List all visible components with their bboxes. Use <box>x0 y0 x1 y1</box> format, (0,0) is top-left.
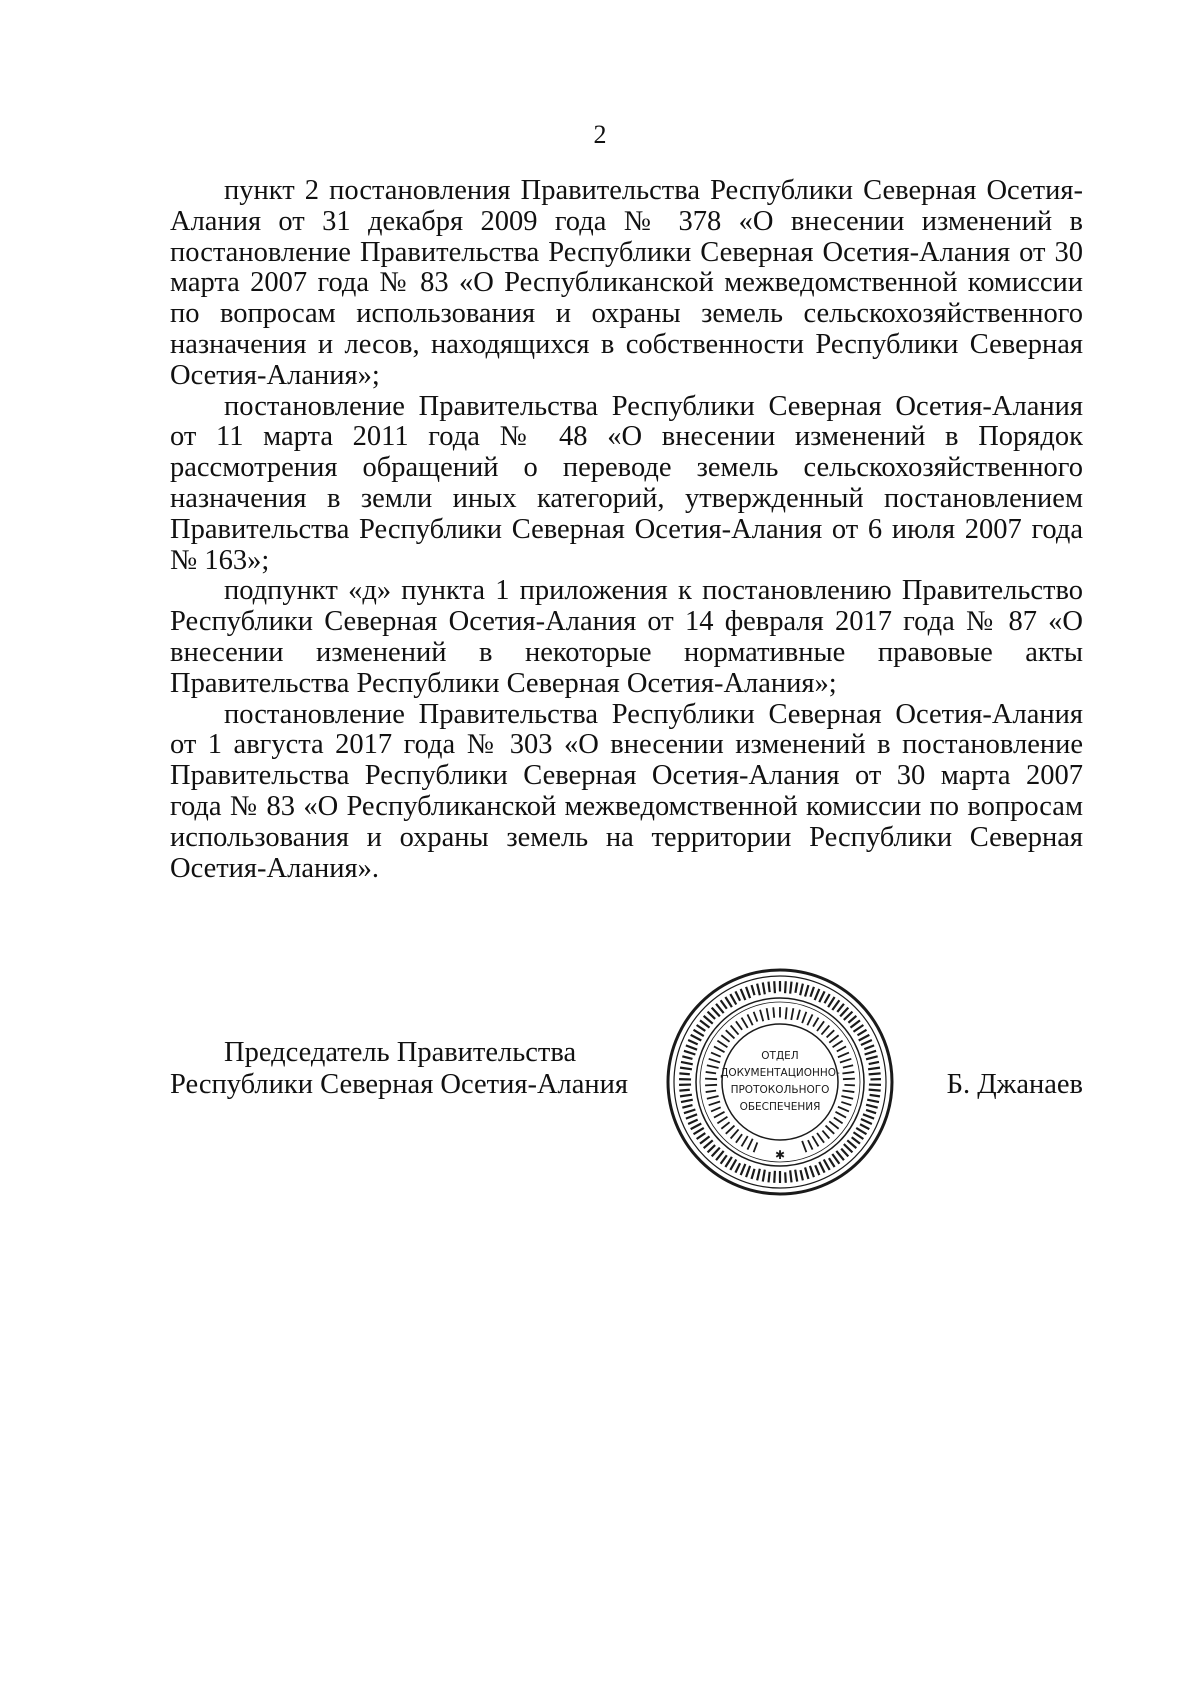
seal-ring-glyph <box>716 1004 724 1013</box>
seal-ring-glyph <box>829 1121 838 1128</box>
seal-ring-glyph <box>708 1012 716 1019</box>
seal-ring-glyph <box>717 1117 727 1124</box>
seal-ring-glyph <box>774 1171 775 1183</box>
signatory-title-line-2: Республики Северная Осетия-Алания <box>170 1069 629 1100</box>
seal-ring-glyph <box>721 1035 729 1042</box>
seal-ring-glyph <box>680 1068 692 1070</box>
seal-ring-glyph <box>707 1065 719 1068</box>
paragraph-1: пункт 2 постановления Правительства Республики Северная Осетия-Алания от 31 декабря 2009 года № 378 «О внесении изменений в постановление Правительства Республики Северная Осетия-Алания от 30 марта 2007 года № 83 «О Республиканской межведомственной комиссии по вопросам использования и охраны земель сельскохозяйственного назначения и лесов, находящихся в собственности Республики Северная Осетия-Алания»; <box>170 175 1083 391</box>
seal-ring-glyph <box>714 1046 725 1052</box>
signature-block <box>170 1037 1083 1117</box>
seal-ring-glyph <box>824 1160 830 1170</box>
seal-ring-glyph <box>802 1012 806 1023</box>
seal-ring-glyph <box>810 987 814 997</box>
seal-ring-glyph <box>802 1141 806 1152</box>
seal-ring-glyph <box>760 1010 763 1022</box>
seal-ring-glyph <box>694 1128 704 1134</box>
seal-ring-glyph <box>826 1126 835 1134</box>
seal-ring-glyph <box>694 1030 704 1036</box>
seal-ring-glyph <box>832 1154 839 1164</box>
seal-ring-glyph <box>844 1144 853 1152</box>
seal-ring-glyph <box>853 1132 863 1139</box>
seal-ring-glyph <box>785 1172 786 1182</box>
seal-ring-glyph <box>838 1053 849 1058</box>
seal-ring-glyph <box>805 1167 808 1179</box>
seal-ring-glyph <box>684 1110 695 1114</box>
seal-ring-glyph <box>827 1030 835 1037</box>
seal-ring-glyph <box>736 1021 742 1029</box>
seal-ring-glyph <box>706 1091 716 1092</box>
seal-ring-glyph <box>708 1145 716 1152</box>
document-body <box>170 176 1083 884</box>
seal-ring-glyph <box>741 1164 746 1175</box>
seal-ring-glyph <box>843 1079 855 1080</box>
seal-ring-glyph <box>679 1073 689 1074</box>
seal-ring-glyph <box>768 982 769 992</box>
seal-ring-glyph <box>812 1136 818 1146</box>
seal-ring-glyph <box>712 1008 720 1017</box>
seal-ring-glyph <box>848 1016 856 1023</box>
seal-ring-glyph <box>837 1004 844 1012</box>
seal-ring-glyph <box>735 991 740 1000</box>
seal-ring-glyph <box>819 991 824 1002</box>
seal-ring-glyph <box>725 1157 731 1167</box>
seal-ring-glyph <box>712 1148 720 1157</box>
seal-ring-glyph <box>869 1090 881 1091</box>
seal-ring-glyph <box>730 994 736 1004</box>
seal-ring-glyph <box>746 1166 750 1177</box>
seal-ring-glyph <box>847 1140 856 1148</box>
seal-ring-glyph <box>795 982 797 992</box>
signatory-title <box>170 1037 650 1101</box>
seal-ring-glyph <box>747 1139 752 1150</box>
seal-ring-glyph <box>704 1140 713 1148</box>
seal-ring-glyph <box>768 1172 769 1182</box>
seal-ring-glyph <box>797 1010 800 1020</box>
seal-ring-glyph <box>736 1134 742 1143</box>
seal-ring-glyph <box>865 1051 876 1055</box>
paragraph-2: постановление Правительства Республики Северная Осетия-Алания от 11 марта 2011 года № 48 «О внесении изменений в Порядок рассмотрения обращений о переводе земель сельскохозяйственного назначения в земли иных категорий, утвержденный постановлением Правительства Республики Северная Осетия-Алания от 6 июля 2007 года № 163»; <box>170 390 1083 576</box>
seal-ring-glyph <box>843 1065 853 1067</box>
seal-ring-glyph <box>815 989 820 1000</box>
seal-ring-glyph <box>752 985 755 995</box>
official-seal-stamp <box>660 962 900 1202</box>
seal-ring-glyph <box>691 1035 702 1041</box>
seal-ring-glyph <box>700 1020 710 1027</box>
seal-ring-glyph <box>735 1163 740 1172</box>
paragraph-4: постановление Правительства Республики Северная Осетия-Алания от 1 августа 2017 года № 303 «О внесении изменений в постановление Правительства Республики Северная Осетия-Алания от 30 марта 2007 года № 83 «О Республиканской межведомственной комиссии по вопросам использования и охраны земель на территории Республики Северная Осетия-Алания». <box>170 698 1083 884</box>
seal-ring-glyph <box>822 1131 829 1139</box>
seal-ring-glyph <box>859 1035 870 1041</box>
seal-ring-glyph <box>726 1030 735 1038</box>
seal-ring-glyph <box>866 1056 878 1059</box>
seal-ring-glyph <box>681 1062 693 1064</box>
seal-ring-glyph <box>725 997 731 1007</box>
seal-ring-glyph <box>869 1073 881 1074</box>
seal-center-line-2: ДОКУМЕНТАЦИОННО- <box>720 1067 840 1079</box>
seal-ring-glyph <box>808 1140 813 1149</box>
seal-ring-glyph <box>841 1149 848 1157</box>
seal-ring-glyph <box>838 1107 849 1112</box>
seal-ring-glyph <box>835 1112 846 1118</box>
seal-ring-glyph <box>810 1166 814 1177</box>
seal-ring-glyph <box>829 1158 835 1167</box>
seal-ring-glyph <box>858 1030 867 1035</box>
seal-ring-glyph <box>754 1012 758 1022</box>
seal-ring-glyph <box>697 1133 706 1139</box>
seal-ring-glyph <box>834 1118 843 1124</box>
seal-ring-glyph <box>686 1114 697 1118</box>
seal-ring-glyph <box>705 1079 717 1080</box>
seal-ring-glyph <box>747 1014 752 1025</box>
seal-ring-glyph <box>730 1160 736 1170</box>
seal-center-line-1: ОТДЕЛ <box>761 1050 799 1062</box>
seal-ring-glyph <box>786 1007 787 1019</box>
seal-ring-glyph <box>790 982 791 994</box>
seal-ring-glyph <box>682 1105 692 1108</box>
seal-ring-glyph <box>829 1035 838 1042</box>
seal-ring-glyph <box>800 984 803 996</box>
seal-ring-glyph <box>684 1051 695 1055</box>
seal-ring-glyph <box>754 1142 758 1152</box>
seal-ring-glyph <box>680 1095 692 1097</box>
seal-ring-glyph <box>844 1012 853 1020</box>
seal-ring-glyph <box>752 1169 755 1179</box>
seal-ring-glyph <box>852 1137 860 1143</box>
seal-ring-glyph <box>746 987 750 998</box>
seal-ring-glyph <box>837 1046 846 1051</box>
seal-ring-glyph <box>861 1119 872 1124</box>
seal-center-line-3: ПРОТОКОЛЬНОГО <box>730 1084 830 1096</box>
signatory-title-line-1: Председатель Правительства <box>224 1037 577 1068</box>
seal-ring-glyph <box>774 981 775 993</box>
seal-ring-glyph <box>841 1102 851 1105</box>
seal-ring-glyph <box>866 1110 876 1113</box>
seal-ring-glyph <box>679 1090 689 1091</box>
page-number: 2 <box>593 120 607 149</box>
seal-ring-glyph <box>741 989 746 1000</box>
seal-ring-glyph <box>742 1018 748 1028</box>
seal-star-icon: ✱ <box>774 1148 786 1162</box>
seal-ring-glyph <box>681 1100 693 1102</box>
signatory-name: Б. Джанаев <box>946 1069 1083 1100</box>
seal-ring-glyph <box>757 1169 760 1181</box>
seal-center-line-4: ОБЕСПЕЧЕНИЯ <box>739 1101 821 1113</box>
seal-ring-glyph <box>828 997 834 1007</box>
seal-ring-glyph <box>709 1059 720 1063</box>
seal-ring-glyph <box>682 1056 692 1059</box>
seal-ring-glyph <box>726 1126 735 1134</box>
seal-ring-glyph <box>757 984 760 996</box>
seal-ring-glyph <box>731 1026 739 1035</box>
seal-ring-glyph <box>773 1007 774 1017</box>
seal-ring-glyph <box>842 1090 854 1092</box>
seal-ring-glyph <box>704 1016 713 1024</box>
seal-ring-glyph <box>817 1021 824 1031</box>
seal-ring-glyph <box>791 1008 793 1020</box>
seal-ring-glyph <box>832 1000 839 1010</box>
seal-ring-glyph <box>842 1072 854 1074</box>
seal-ring-glyph <box>869 1062 879 1064</box>
seal-ring-glyph <box>861 1040 872 1045</box>
seal-ring-glyph <box>841 1096 853 1099</box>
seal-ring-glyph <box>807 1014 812 1025</box>
seal-ring-glyph <box>795 1170 797 1182</box>
seal-ring-glyph <box>700 1136 710 1143</box>
seal-ring-glyph <box>867 1100 879 1102</box>
paragraph-3: подпункт «д» пункта 1 приложения к постановлению Правительство Республики Северная Осетия-Алания от 14 февраля 2017 года № 87 «О внесении изменений в некоторые нормативные правовые акты Правительства Республики Северная Осетия-Алания»; <box>170 575 1083 699</box>
seal-ring-glyph <box>866 1105 878 1108</box>
seal-graphic <box>660 962 900 1202</box>
seal-ring-glyph <box>707 1096 719 1099</box>
seal-ring-glyph <box>688 1040 698 1044</box>
seal-ring-glyph <box>815 1165 819 1175</box>
seal-ring-glyph <box>860 1124 869 1129</box>
seal-ring-glyph <box>817 1133 824 1143</box>
seal-ring-glyph <box>840 1059 851 1063</box>
seal-ring-glyph <box>714 1112 725 1118</box>
seal-ring-glyph <box>833 1041 843 1048</box>
seal-ring-glyph <box>801 1170 803 1180</box>
seal-ring-glyph <box>767 1008 769 1020</box>
seal-ring-glyph <box>785 981 786 993</box>
seal-ring-glyph <box>868 1068 880 1070</box>
seal-ring-glyph <box>805 985 808 997</box>
seal-ring-glyph <box>717 1041 727 1048</box>
seal-ring-glyph <box>705 1085 717 1086</box>
seal-ring-glyph <box>840 1008 848 1017</box>
seal-ring-glyph <box>716 1151 724 1160</box>
seal-ring-glyph <box>691 1124 702 1130</box>
seal-ring-glyph <box>697 1025 706 1031</box>
seal-ring-glyph <box>688 1120 698 1124</box>
seal-ring-glyph <box>711 1107 721 1111</box>
seal-ring-glyph <box>706 1072 716 1073</box>
seal-ring-glyph <box>721 1122 729 1129</box>
seal-ring-glyph <box>742 1136 748 1146</box>
seal-ring-glyph <box>870 1095 880 1096</box>
seal-ring-glyph <box>825 994 830 1003</box>
seal-ring-glyph <box>711 1053 721 1057</box>
seal-ring-glyph <box>731 1129 739 1138</box>
seal-ring-glyph <box>863 1114 874 1118</box>
seal-ring-glyph <box>856 1128 866 1134</box>
seal-ring-glyph <box>763 1170 765 1182</box>
seal-ring-glyph <box>763 982 765 994</box>
seal-ring-glyph <box>721 1155 727 1163</box>
seal-ring-glyph <box>686 1045 697 1049</box>
seal-ring-glyph <box>790 1170 791 1182</box>
seal-ring-glyph <box>853 1025 863 1032</box>
seal-ring-glyph <box>864 1045 874 1049</box>
seal-ring-glyph <box>821 1026 829 1035</box>
seal-ring-glyph <box>721 1000 727 1008</box>
seal-ring-glyph <box>836 1151 844 1160</box>
seal-ring-glyph <box>709 1101 720 1105</box>
seal-ring-glyph <box>819 1162 824 1173</box>
seal-ring-glyph <box>850 1020 860 1027</box>
seal-ring-glyph <box>813 1018 818 1027</box>
